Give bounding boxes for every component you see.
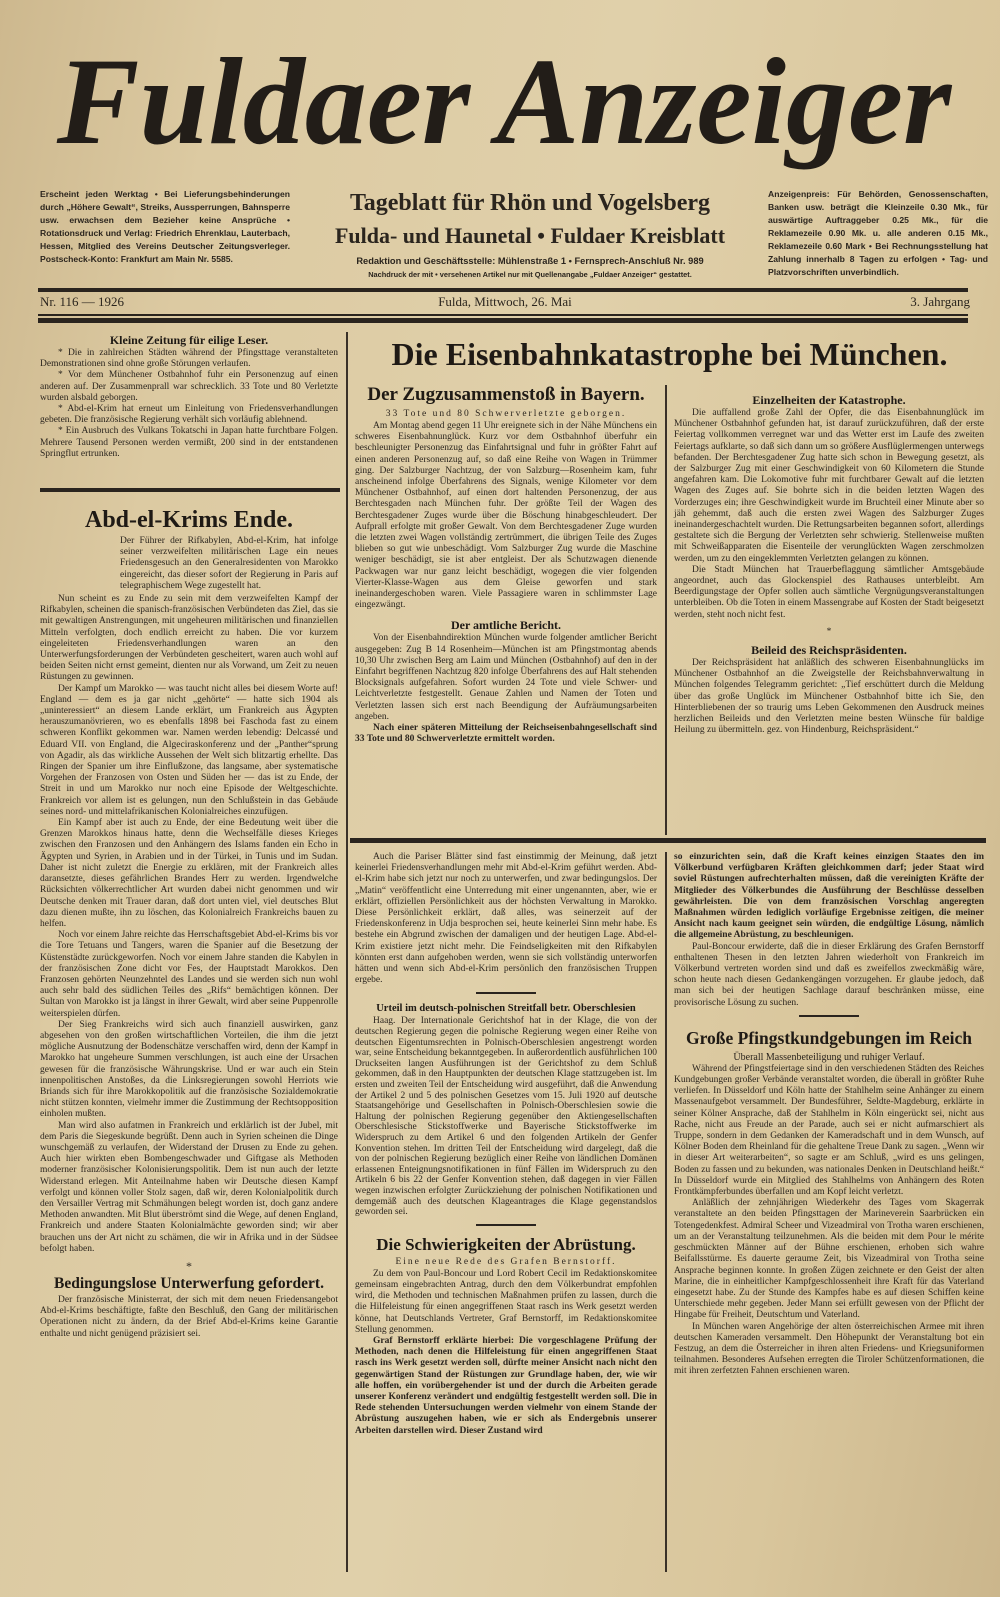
separator-rule — [476, 992, 536, 994]
article-headline: Urteil im deutsch-polnischen Streitfall betr. Oberschlesien — [376, 1003, 636, 1015]
column-divider — [665, 385, 667, 835]
news-brief-title: Kleine Zeitung für eilige Leser. — [109, 333, 269, 347]
news-brief-box — [40, 332, 338, 460]
subtitle-tageblatt: Tageblatt für Rhön und Vogelsberg — [349, 190, 711, 216]
article-paragraph: Während der Pfingstfeiertage sind in den verschiedenen Städten des Reiches Kundgebungen großer Verbände veranstaltet worden, die überall in größter Ruhe verliefen. In Düsseldorf und Köln hatte der Stahlhelm seine Anhänger zu einem Massenaufgebot versammelt. Der Bundesführer, Seldte-Magdeburg, erklärte in seiner Kölner Ansprache, daß der Stahlhelm in Köln eingerückt sei, nicht aus Rache, nicht aus Freude an der Parade, auch sei er nicht aufmarschiert als Truppe, sondern in dem Gedanken der Kameradschaft und in dem Wunsch, auf Kölner Boden dem Rheinland für die gehaltene Treue Dank zu sagen. „Wenn wir in dieser Art weiterarbeiten“, so sagte er am Schluß, „wird es uns gelingen, Boden zu fassen und zu bekunden, was nationales Denken in Deutschland heißt.“ In Düsseldorf wurde ein Mitglied des Stahlhelms von Anhängern des Roten Frontkämpferbundes überfallen und am Kopf leicht verletzt. — [674, 1063, 984, 1198]
article-paragraph: Paul-Boncour erwiderte, daß die in dieser Erklärung des Grafen Bernstorff enthaltenen Thesen in den letzten Jahren wiederholt von Frankreich im Völkerbund vertreten worden sind und daß es zweifellos zweckmäßig wäre, schon heute nach diesen Gedankengängen vorzugehen. Er glaube jedoch, daß man sich bei der heutigen Sachlage darauf beschränken müsse, eine provisorische Lösung zu suchen. — [674, 941, 984, 1008]
section-heading: Beileid des Reichspräsidenten. — [751, 643, 907, 658]
reprint-note: Nachdruck der mit • versehenen Artikel nur mit Quellenangabe „Fuldaer Anzeiger“ gestattet. — [368, 270, 692, 279]
editorial-address: Redaktion und Geschäftsstelle: Mühlenstraße 1 • Fernsprech-Anschluß Nr. 989 — [356, 256, 704, 266]
news-brief-item: * Die in zahlreichen Städten während der Pfingsttage veranstalteten Demonstrationen sind ohne große Störungen verlaufen. — [40, 348, 338, 370]
article-paragraph: Am Montag abend gegen 11 Uhr ereignete sich in der Nähe Münchens ein schweres Eisenbahnunglück. Kurz vor dem Ostbahnhof überfuhr ein beschleunigter Personenzug das Einfahrtsignal und fuhr in größter Fahrt auf einen anderen Personenzug auf, so daß eine Reihe von Wagen in Trümmer ging. Der Salzburger Nachtzug, der von Salzburg—Rosenheim kam, fuhr anscheinend infolge Überfahrens des Signals, wenige Kilometer vor dem Münchener Ostbahnhof, auf einen dort haltenden Personenzug, der aus Berchtesgaden nach München fuhr. Der größte Teil der Wagen des Berchtesgadener Zuges wurde über die Böschung hinabgeschleudert. Der Aufprall erfolgte mit großer Gewalt. Von dem Berchtesgadener Zuge wurden die letzten zwei Wagen vollständig zertrümmert, die übrigen Teile des Zuges blieben so gut wie unbeschädigt. Vom Salzburger Zug wurde die Maschine weniger beschädigt, sie ist aber entgleist. Der als Schutzwagen dienende Packwagen war nur ganz leicht beschädigt, wogegen die vier folgenden Vierter-Klasse-Wagen aus dem Gleise geworfen und stark ineinandergeschoben waren. Viele Passagiere waren in schlimmster Lage eingezwängt. — [355, 421, 657, 611]
column-divider — [346, 332, 348, 1572]
section-heading: Einzelheiten der Katastrophe. — [752, 393, 906, 407]
article-paragraph: Auch die Pariser Blätter sind fast einstimmig der Meinung, daß jetzt keinerlei Friedensverhandlungen mehr mit Abd-el-Krim geführt werden. Abd-el-Krim habe sich jetzt nur noch zu unterwerfen, und zwar bedingungslos. Der „Matin“ veröffentlicht eine Unterredung mit einer ungenannten, aber, wie er erklärt, offiziellen Persönlichkeit aus der höchsten Verwaltung in Marokko. Diese Persönlichkeit erklärt, daß alles, was seinerzeit auf der Friedenskonferenz in Udja besprochen sei, heute keinerlei Sinn mehr habe. Es bestehe ein Abgrund zwischen der damaligen und der heutigen Lage. Abd-el-Krim existiere jetzt nicht mehr. Die Feindseligkeiten mit den Rifkabylen könnten erst dann aufgehoben werden, wenn sie sich vollständig unterworfen hätten und wenn sich Abd-el-Krim persönlich den französischen Truppen ergebe. — [355, 852, 657, 986]
newspaper-masthead — [34, 22, 974, 187]
article-paragraph: Nun scheint es zu Ende zu sein mit dem verzweifelten Kampf der Rifkabylen, scheinen die spanisch-französischen Verbündeten das Ziel, das sie mit gewaltigen Anstrengungen, mit ungeheuren militärischen und finanziellen Mitteln verfolgten, doch endlich erreicht zu haben. Die vor kurzem eingeleiteten Friedensverhandlungen waren an den Unterwerfungsforderungen der Verbündeten gescheitert, waren auch wohl auf beiden Seiten nicht ernst gemeint, dienten nur als Vorwand, um Zeit zu neuen Rüstungen zu gewinnen. — [40, 594, 338, 683]
article-paragraph: Ein Kampf aber ist auch zu Ende, der eine Bedeutung weit über die Grenzen Marokkos hinaus hatte, denn die Wechselfälle dieses Krieges zwischen den Franzosen und den Anhängern des Islams fanden ein Echo in Ägypten und Syrien, in Arabien und in der Türkei, in Tunis und im Sudan. Daher ist nicht zuletzt die Energie zu erklären, mit der Frankreich alles daransetzte, dieses gefährlichen Brandes Herr zu werden. Irgendwelche Rücksichten völkerrechtlicher Art wurden dabei nicht genommen und wir Deutsche denken mit Trauer daran, daß dort unten viel, viel deutsches Blut dazu dienen mußte, ihn zu löschen, das Kolonialreich Frankreichs bauen zu helfen. — [40, 818, 338, 929]
main-headline: Die Eisenbahnkatastrophe bei München. — [391, 336, 948, 372]
article-headline: Abd-el-Krims Ende. — [84, 507, 293, 533]
section-rule — [350, 838, 986, 843]
article-paragraph: Die Stadt München hat Trauerbeflaggung sämtlicher Amtsgebäude angeordnet, auch das Glockenspiel des Rathauses unterbleibt. Am Beerdigungstage der Opfer sollen auch sämtliche Vergnügungsveranstaltungen unterbleiben. Ob die Toten in einem Massengrabe auf Kosten der Stadt beigesetzt werden, steht noch nicht fest. — [674, 564, 984, 620]
article-paragraph: Der Sieg Frankreichs wird sich auch finanziell auswirken, ganz abgesehen von den großen wirtschaftlichen Vorteilen, die ihm die jetzt mögliche Ausnutzung der Bodenschätze verschaffen wird, denn der Kampf in Marokko hat ungeheure Summen verschlungen, ist auch eine der Ursachen gewesen für die französische Währungskrise. Und er war auch ein Stein innenpolitischen Anstoßes, da die Linksregierungen sowohl Herriots wie Briands sich für ihre Marokkopolitik auf die französische Sozialdemokratie nicht stützen konnten, vielmehr immer die Zustimmung der Rechtsopposition einholen mußten. — [40, 1019, 338, 1120]
article-paragraph: Der Kampf um Marokko — was taucht nicht alles bei diesem Worte auf! England — dem es ja gar nicht „gehörte“ — hatte sich 1904 als „uninteressiert“ an diesem Lande erklärt, um Frankreich aus Ägypten herauszumanövrieren, wo es ebenfalls 1898 bei Faschoda fast zu einem schweren Konflikt gekommen war. Namen werden lebendig: Delcassé und Eduard VII. von England, die Algeciraskonferenz und der „Panther“sprung von Agadir, als das wirkliche Aussehen der Welt sich blitzartig erhellte. Das Ringen der Spanier um ihre Einflußzone, das langsame, aber systematische Vorgehen der Franzosen von Osten und Süden her — das ist zu Ende, der Streit in und um Marokko nur noch eine Episode der Weltgeschichte. Frankreich vor allem ist es gelungen, nun den Schlußstein in das Gebäude seines nord- und mittelafrikanischen Kolonialreiches einzufügen. — [40, 683, 338, 817]
dateline — [40, 294, 970, 312]
issue-date: Fulda, Mittwoch, 26. Mai — [438, 294, 572, 309]
news-brief-rule — [40, 488, 340, 492]
right-lower-column — [674, 852, 984, 1378]
news-brief-item: * Ein Ausbruch des Vulkans Tokatschi in Japan hatte furchtbare Folgen. Mehrere Tausend Personen werden vermißt, 200 sind in der entstandenen Springflut ertrunken. — [40, 426, 338, 459]
article-paragraph: Der Reichspräsident hat anläßlich des schweren Eisenbahnunglücks im Münchener Ostbahnhof an die Zweigstelle der Reichsbahnverwaltung in München folgendes Telegramm gerichtet: „Tief erschüttert durch die Meldung über das große Unglück im Münchener Ostbahnhof bitte ich Sie, den Hinterbliebenen der so traurig ums Leben Gekommenen den Ausdruck meines herzlichen Beileids und den Verletzten meine besten Wünsche für baldige Heilung zu übermitteln. gez. von Hindenburg, Reichspräsident.“ — [674, 658, 984, 736]
article-paragraph: Nach einer späteren Mitteilung der Reichseisenbahngesellschaft sind 33 Tote und 80 Schwerverletzte ermittelt worden. — [355, 723, 657, 745]
dateline-rule-thin — [38, 314, 968, 316]
separator-star: * — [186, 1259, 192, 1273]
news-brief-item: * Abd-el-Krim hat erneut um Einleitung von Friedensverhandlungen gebeten. Die französische Regierung verhält sich vorläufig ablehnend. — [40, 404, 338, 426]
article-paragraph: so einzurichten sein, daß die Kraft keines einzigen Staates den im Völkerbund verfügbaren Kräften gleichkommen darf; jeder Staat wird soviel Rüstungen aufrechterhalten müssen, daß die vereinigten Kräfte der Mitglieder des Völkerbundes die Ausführung der Beschlüsse desselben gewährleisten. Die von dem französischen Vorschlag angeregten Maßnahmen würden lediglich vorläufige Ergebnisse zeitigen, die meiner Ansicht nach kaum geeignet sein würden, die endgültige Lösung, nämlich die allgemeine Abrüstung, zu beschleunigen. — [674, 852, 984, 941]
article-headline: Große Pfingstkundgebungen im Reich — [685, 1027, 973, 1048]
article-paragraph: Die auffallend große Zahl der Opfer, die das Eisenbahnunglück im Münchener Ostbahnhof gefunden hat, ist darauf zurückzuführen, daß der erste Feiertag vollkommen verregnet war und das Wetter erst im Laufe des zweiten Feiertags aufklarte, so daß sich dann um so größere Ausflüglermengen unterwegs befanden. Der Berchtesgadener Zug hatte sich schon in Bewegung gesetzt, als der Salzburger Zug mit einer Geschwindigkeit von 60 Kilometern die Stunde angefahren kam. Die Lokomotive fuhr mit furchtbarer Gewalt auf die letzten Wagen des Zuges auf. Sie bohrte sich in die beiden letzten Wagen des Vorderzuges ein; ihre Geschwindigkeit wurde im Bruchteil einer Minute aber so jäh gehemmt, daß auch die ersten zwei Wagen des Salzburger Zuges ineinandergeschachtelt wurden. Die Rettungsarbeiten begannen sofort, allerdings gestaltete sich die Bergung der Verletzten sehr schwierig. Stellenweise mußten mit Schweißapparaten die Eisenteile der verunglückten Wagen zerschmolzen werden, um zu den eingeklemmten Verletzten gelangen zu können. — [674, 408, 984, 564]
main-headline-wrap — [352, 332, 987, 376]
volume: 3. Jahrgang — [910, 294, 970, 309]
article-abd-el-krim — [40, 504, 338, 1340]
advertising-prices: Anzeigenpreis: Für Behörden, Genossenschaften, Banken usw. beträgt die Kleinzeile 0.30 Mk., für auswärtige Auftraggeber 0.25 Mk., für die Reklamezeile 0.90 Mk. u. alle anderen 0.15 Mk., Reklamezeile 0.60 Mark • Bei Rechnungsstellung hat Zahlung innerhalb 8 Tagen zu erfolgen • Tag- und Platzvorschriften unverbindlich. — [768, 189, 988, 277]
article-subtitle: Eine neue Rede des Grafen Bernstorff. — [395, 1256, 617, 1267]
article-paragraph: Man wird also aufatmen in Frankreich und erklärlich ist der Jubel, mit dem Paris die Siegeskunde begrüßt. Denn auch in Syrien scheinen die Dinge wunschgemäß zu verlaufen, der Widerstand der Drusen zu Ende zu gehen. Auch hier wirkten eben Bombengeschwader und Giftgase als Methoden moderner französischer Kolonisierungspolitik. Dem ist nun auch der letzte Widerstand erlegen. Mit Anteilnahme haben wir Deutsche diesen Kampf verfolgt und können voller Stolz sagen, daß wir, deren Kolonialpolitik durch den Versailler Vertrag mit Schmähungen belegt worden ist, doch ganz andere Methoden anwandten. Mit Blut überströmt sind die Wege, auf denen England, Frankreich und andere Staaten Kolonialmächte geworden sind; wir aber brauchen uns der Art nicht zu schämen, die wir in Afrika und in der Südsee befolgt haben. — [40, 1120, 338, 1254]
article-paragraph: Graf Bernstorff erklärte hierbei: Die vorgeschlagene Prüfung der Methoden, nach denen die Hilfeleistung für einen angegriffenen Staat rasch ins Werk gesetzt werden soll, dürfte meiner Ansicht nach nicht den gegenwärtigen Stand der Rüstungen zur Grundlage haben, der, wie wir alle hoffen, ein vorübergehender ist und der durch die Arbeiten gerade unserer Konferenz verändert und endgültig festgestellt werden soll. Die in Rede stehenden Untersuchungen werden vielmehr von einem Stande der Abrüstung auszugehen haben, wie er sich als Endergebnis unserer Arbeiten darstellen wird. Dieser Zustand wird — [355, 1335, 657, 1436]
masthead-rule — [38, 288, 968, 292]
separator-star: * — [826, 626, 832, 637]
article-subtitle: Überall Massenbeteiligung und ruhiger Verlauf. — [733, 1051, 925, 1063]
separator-rule — [799, 1015, 859, 1017]
article-headline: Bedingungslose Unterwerfung gefordert. — [54, 1275, 324, 1292]
article-einzelheiten — [674, 388, 984, 736]
article-zugzusammenstoss — [355, 382, 657, 745]
dateline-rule-thick — [38, 318, 968, 323]
middle-lower-column — [355, 852, 657, 1437]
column-divider — [665, 852, 667, 1572]
article-subtitle: 33 Tote und 80 Schwerverletzte geborgen. — [385, 409, 627, 419]
article-paragraph: In München waren Angehörige der alten österreichischen Armee mit ihren deutschen Kameraden versammelt. Den Höhepunkt der Veranstaltung bot ein Festzug, an dem die Österreicher in ihren alten Friedens- und Kriegsuniformen teilnahmen. Besonderes Aufsehen erregten die Tiroler Schützenformationen, die mit ihren zerfetzten Fahnen erschienen waren. — [674, 1321, 984, 1377]
article-lead: Der Führer der Rifkabylen, Abd-el-Krim, hat infolge seiner verzweifelten militärischen Lage ein neues Friedensgesuch an den Generalresidenten von Marokko eingereicht, das dieser sofort der Regierung in Paris auf telegraphischem Wege zugestellt hat. — [120, 536, 338, 591]
section-heading: Der amtliche Bericht. — [450, 618, 562, 633]
article-paragraph: Der französische Ministerrat, der sich mit dem neuen Friedensangebot Abd-el-Krims beschäftigte, faßte den Beschluß, den Gang der militärischen Operationen nicht zu ändern, da der Brief Abd-el-Krims keine Garantie enthalte und nicht genügend präzisiert sei. — [40, 1295, 338, 1339]
subtitle-kreisblatt: Fulda- und Haunetal • Fuldaer Kreisblatt — [334, 223, 726, 248]
news-brief-item: * Vor dem Münchener Ostbahnhof fuhr ein Personenzug auf einen anderen auf. Der Zusammenprall war schrecklich. 33 Tote und 80 Verletzte wurden alsbald geborgen. — [40, 370, 338, 403]
newspaper-title: Fuldaer Anzeiger — [56, 33, 952, 170]
issue-number: Nr. 116 — 1926 — [40, 294, 125, 309]
article-paragraph: Anläßlich der zehnjährigen Wiederkehr des Tages vom Skagerrak veranstaltete an den beiden Pfingsttagen der Marineverein Saarbrücken ein Totengedenkfest. Admiral Scheer und Vizeadmiral von Trotha waren erschienen, um an der Veranstaltung teilzunehmen. Als die beiden mit dem Pour le mérite geschmückten Männer auf der Bühne erschienen, erhoben sich wahre Beifallsstürme. Es dauerte geraume Zeit, bis Vizeadmiral von Trotha seine Ansprache beginnen konnte. In großen Zügen zeichnete er den Geist der alten Marine, die in einheitlicher Kampfgeschlossenheit ihre Kraft für das Vaterland eingesetzt habe. Zu der Stunde des Kampfes habe es auf diesen Schiffen keine Unterschiede mehr gegeben. Jeder Mann sei erfüllt gewesen von der Pflicht der Hingabe für Freiheit, Deutschtum und Vaterland. — [674, 1198, 984, 1321]
separator-rule — [476, 1224, 536, 1226]
article-headline: Der Zugzusammenstoß in Bayern. — [367, 384, 645, 405]
article-headline: Die Schwierigkeiten der Abrüstung. — [376, 1234, 636, 1254]
article-paragraph: Noch vor einem Jahre reichte das Herrschaftsgebiet Abd-el-Krims bis vor die Tore Tetuans und Tangers, waren die Spanier auf die Besetzung der Küstenstädte zurückgeworfen. Noch vor einem Jahre standen die Kabylen in der französischen Zone dicht vor Fes, der Hauptstadt Marokkos. Den Franzosen gehörten Neunzehntel des Landes und sie werden sich nun wohl auch sehr bald des südlichen Teiles des „Rifs“ bemächtigen können. Der Sultan von Marokko ist ja längst in ihrer Gewalt, wird aber seine Puppenrolle weiterspielen dürfen. — [40, 930, 338, 1019]
publication-info: Erscheint jeden Werktag • Bei Lieferungsbehinderungen durch „Höhere Gewalt“, Streiks, Aussperrungen, Bahnsperre usw. erwachsen dem Bezieher keine Ansprüche • Rotationsdruck und Verlag: Friedrich Ehrenklau, Lauterbach, Hessen, Mitglied des Vereins Deutscher Zeitungsverleger. Postscheck-Konto: Frankfurt am Main Nr. 5585. — [40, 189, 290, 264]
article-paragraph: Zu dem von Paul-Boncour und Lord Robert Cecil im Redaktionskomitee gemeinsam eingebrachten Antrag, durch den dem Völkerbundrat empfohlen wird, die Methoden und technischen Maßnahmen prüfen zu lassen, durch die die Hilfeleistung für einen angegriffenen Staat rasch ins Werk gesetzt werden könne, hat Deutschlands Vertreter, Graf Bernstorff, im Redaktionskomitee Stellung genommen. — [355, 1268, 657, 1335]
article-paragraph: Haag. Der Internationale Gerichtshof hat in der Klage, die von der deutschen Regierung gegen die polnische Regierung wegen einer Reihe von deutschen Eigentumsrechten in Polnisch-Oberschlesien angestrengt worden war, seine Entscheidung bekanntgegeben. In außerordentlich ausführlichen 100 Druckseiten langen Ausführungen ist der Gerichtshof zu dem Schluß gekommen, daß in den Hauptpunkten der deutschen Klage stattzugeben ist. Im ersten und zweiten Teil der Entscheidung wird ausgeführt, daß die Anwendung der Artikel 2 und 5 des polnischen Gesetzes vom 15. Juli 1920 auf deutsche Staatsangehörige und Gesellschaften in Polnisch-Oberschlesien sowie die Haltung der polnischen Regierung gegenüber den Aktiengesellschaften Oberschlesische Stickstoffwerke und Bayerische Stickstoffwerke im Widerspruch zu dem Artikel 6 und den folgenden Artikeln der Genfer Konvention stehen. Im dritten Teil der Entscheidung wird dargelegt, daß die von der polnischen Regierung bezüglich einer Reihe von ländlichen Domänen erlassenen Enteignungsnotifikationen in fünf Fällen im Widerspruch zu den Artikeln 6 bis 22 der Genfer Konvention stehen, daß dagegen in vier Fällen wegen inzwischen erfolgter Zurückziehung der polnischen Notifikationen und demgemäß auch des deutschen Klageantrages die Klage gegenstandslos geworden sei. — [355, 1016, 657, 1218]
article-paragraph: Von der Eisenbahndirektion München wurde folgender amtlicher Bericht ausgegeben: Zug B 14 Rosenheim—München ist am Pfingstmontag abends 10,30 Uhr zwischen Berg am Laim und München (Ostbahnhof) auf den in der Einfahrt begriffenen Nachtzug 820 infolge Überfahrens des auf Halt stehenden Blocksignals aufgefahren. Sofort wurden 24 Tote und viele Schwer- und Leichtverletzte festgestellt. Genaue Zahlen und Namen der Toten und Verletzten lassen sich erst nach Beendigung der Aufräumungsarbeiten angeben. — [355, 633, 657, 722]
